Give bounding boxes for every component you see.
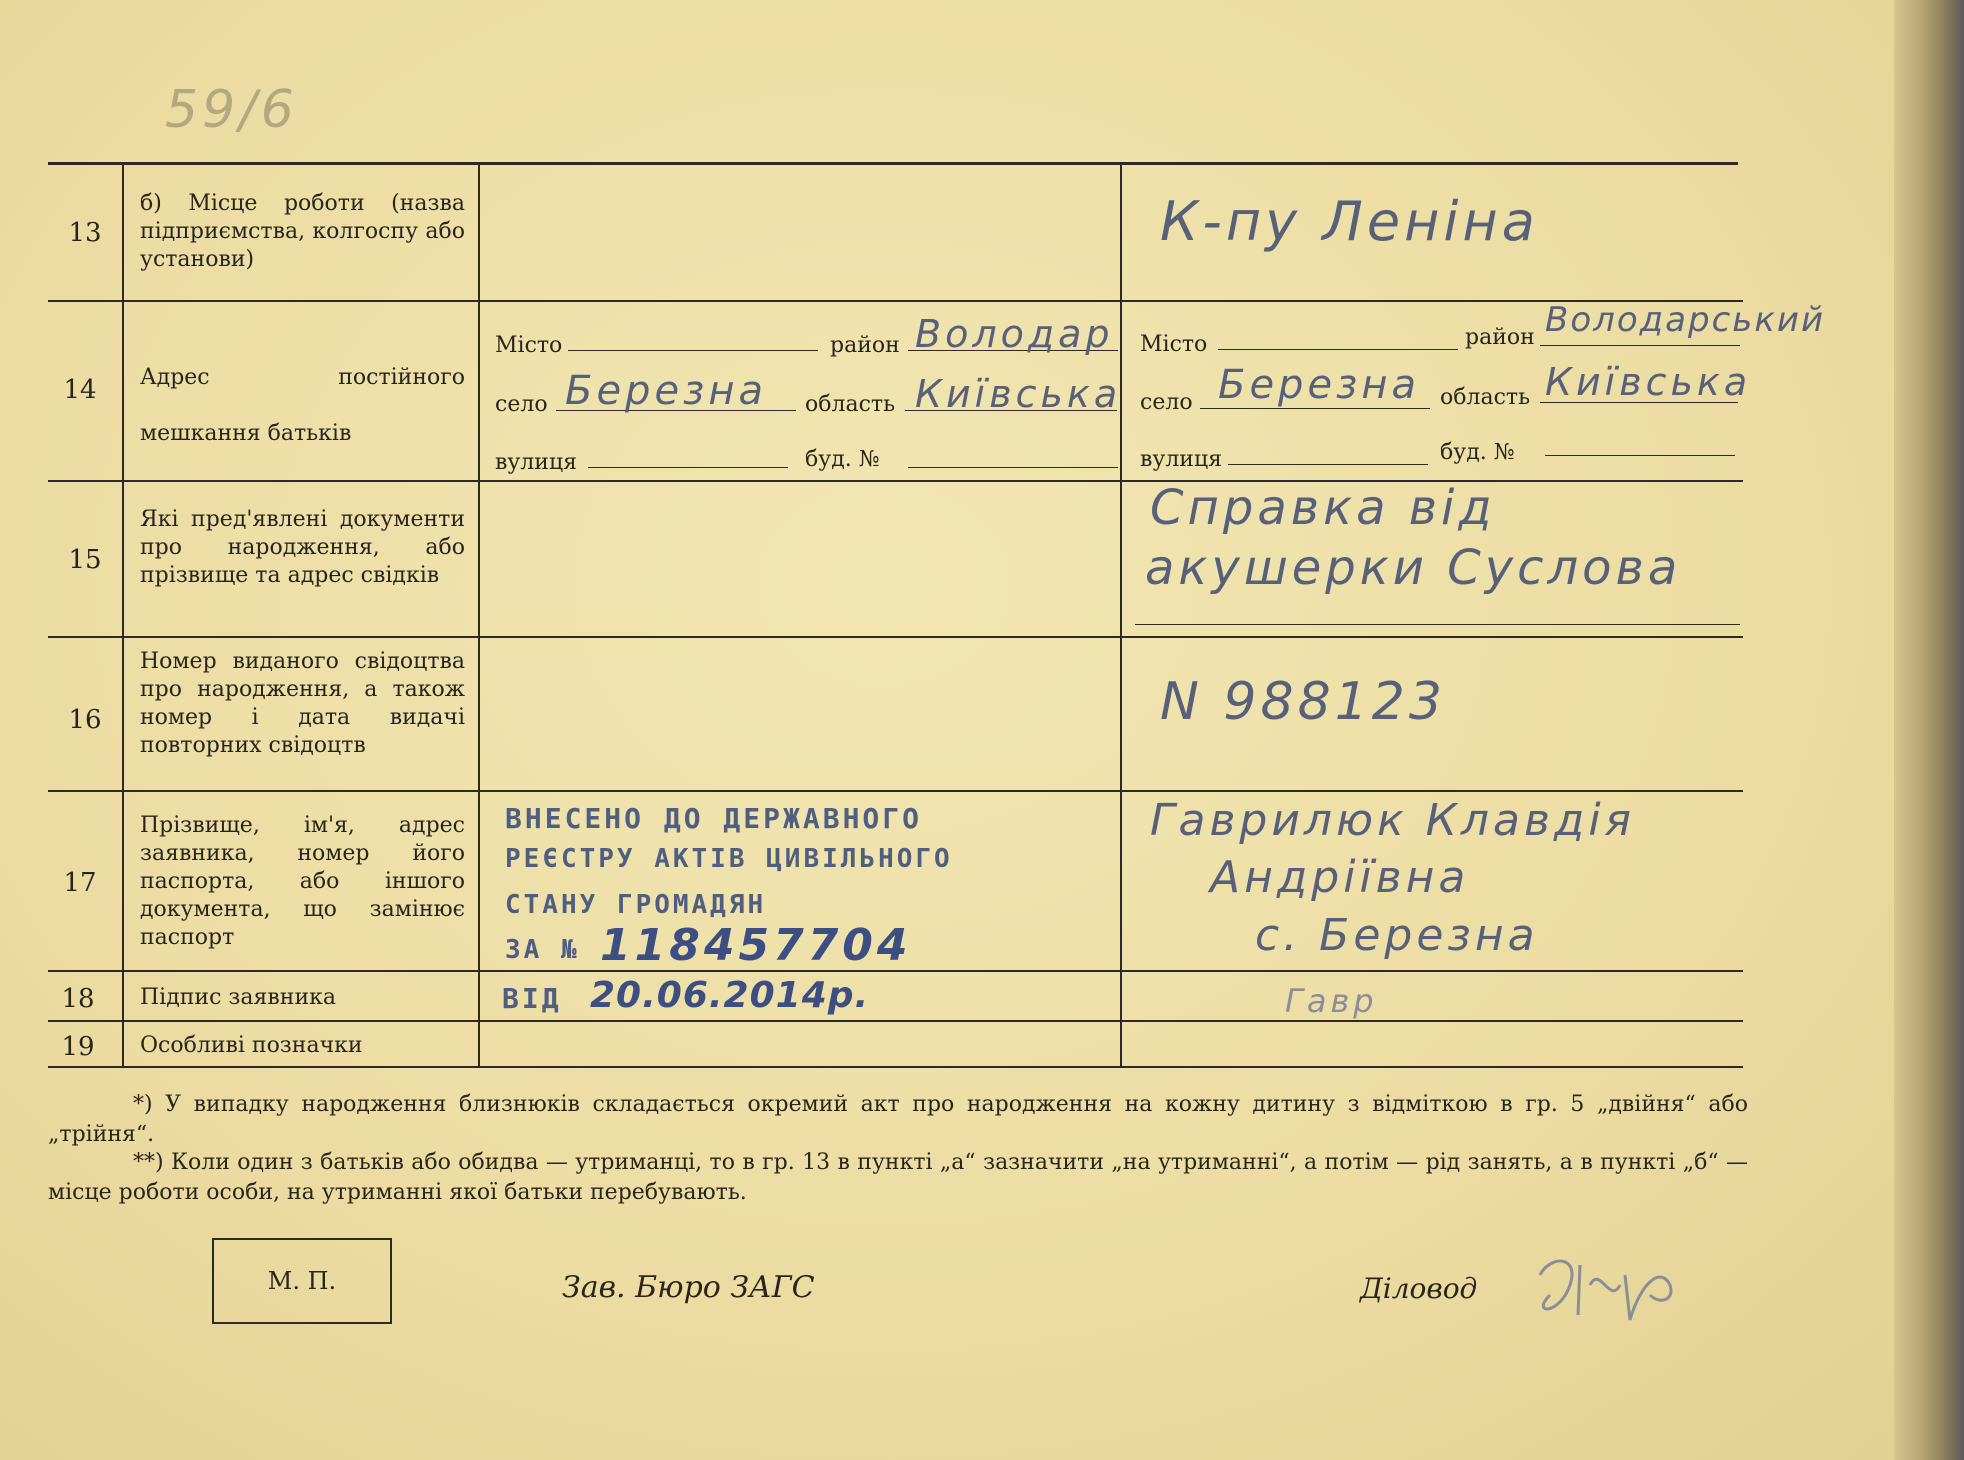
blank-line: [1200, 408, 1430, 409]
row-divider: [48, 790, 1743, 792]
column-divider: [122, 162, 124, 1066]
registry-stamp: РЕЄСТРУ АКТІВ ЦИВІЛЬНОГО: [505, 844, 953, 874]
book-spine-edge: [1894, 0, 1964, 1460]
handwritten-district: Володар: [915, 312, 1114, 356]
handwritten-documents: акушерки Суслова: [1145, 540, 1682, 596]
address-label-street: вулиця: [1140, 447, 1222, 472]
row-label: б) Місце роботи (назва підприємства, колгоспу або установи): [140, 191, 465, 272]
blank-line: [588, 467, 788, 468]
handwritten-village: Березна: [1218, 362, 1420, 408]
registry-stamp: ВНЕСЕНО ДО ДЕРЖАВНОГО: [505, 802, 923, 835]
row-label: Підпис заявника: [140, 985, 336, 1010]
blank-line: [568, 350, 818, 351]
handwritten-village: Березна: [565, 368, 767, 414]
handwritten-registry-number: 118457704: [600, 920, 912, 971]
row-number: 14: [63, 375, 97, 405]
row-label: Які пред'явлені документи про народження, або прізвище та адрес свідків: [140, 507, 465, 588]
blank-line: [1545, 455, 1735, 456]
handwritten-applicant-name: Гаврилюк Клавдія: [1150, 795, 1636, 846]
row-number: 19: [61, 1032, 95, 1062]
address-label-street: вулиця: [495, 450, 577, 475]
handwritten-documents: Справка від: [1150, 480, 1496, 536]
address-label-district: район: [830, 333, 900, 358]
archive-mark: 59/6: [165, 80, 298, 140]
row-number: 17: [63, 868, 97, 898]
address-label-village: село: [1140, 390, 1193, 415]
blank-line: [1540, 345, 1740, 346]
address-label-district: район: [1465, 325, 1535, 350]
column-divider: [478, 162, 480, 1066]
address-label-village: село: [495, 392, 548, 417]
clerk-signature: [1520, 1245, 1730, 1335]
handwritten-region: Київська: [1545, 360, 1752, 404]
row-label: Номер виданого свідоцтва про народження, а також номер і дата видачі повторних свідоцтв: [140, 649, 465, 758]
address-label-region: область: [1440, 385, 1531, 410]
handwritten-certificate-number: N 988123: [1160, 672, 1446, 732]
blank-line: [1218, 349, 1458, 350]
row-label: Особливі позначки: [140, 1033, 363, 1058]
row-divider: [48, 636, 1743, 638]
head-signature-label: Зав. Бюро ЗАГС: [562, 1270, 815, 1305]
registry-stamp: ЗА №: [505, 935, 580, 965]
handwritten-applicant-patronymic: Андріївна: [1210, 852, 1470, 903]
handwritten-region: Київська: [915, 372, 1122, 416]
handwritten-registry-date: 20.06.2014р.: [590, 975, 870, 1016]
address-label-city: Місто: [1140, 332, 1208, 357]
footnote: *) У випадку народження близнюків складається окремий акт про народження на кожну дитину з відміткою в гр. 5 „двійня“ або „трійня“.: [48, 1092, 1748, 1147]
row-divider: [48, 300, 1743, 302]
blank-line: [1135, 624, 1740, 625]
row-label: Прізвище, ім'я, адрес заявника, номер його паспорта, або іншого документа, що замінює паспорт: [140, 813, 465, 950]
address-label-house: буд. №: [805, 447, 880, 472]
address-label-region: область: [805, 392, 896, 417]
column-divider: [1120, 162, 1122, 1066]
row-number: 15: [68, 545, 102, 575]
row-number: 18: [61, 984, 95, 1014]
row-divider: [48, 1020, 1743, 1022]
applicant-signature: Гавр: [1285, 982, 1378, 1020]
registry-stamp-date-label: ВІД: [502, 982, 562, 1015]
table-bottom-border: [48, 1066, 1743, 1068]
row-number: 16: [68, 705, 102, 735]
clerk-signature-label: Діловод: [1360, 1272, 1478, 1305]
handwritten-workplace: К-пу Леніна: [1160, 190, 1539, 253]
row-number: 13: [68, 218, 102, 248]
address-label-city: Місто: [495, 333, 563, 358]
footnote: **) Коли один з батьків або обидва — утриманці, то в гр. 13 в пункті „а“ зазначити „на утриманні“, а потім — рід занять, а в пункті „б“ — місце роботи особи, на утриманні якої батьки перебувають.: [48, 1150, 1748, 1205]
blank-line: [908, 467, 1118, 468]
row-label: Адрес постійного мешкання батьків: [140, 365, 465, 446]
blank-line: [1228, 464, 1428, 465]
seal-placeholder-box: М. П.: [212, 1238, 392, 1324]
registry-stamp: СТАНУ ГРОМАДЯН: [505, 890, 767, 920]
handwritten-district: Володарський: [1545, 300, 1826, 340]
address-label-house: буд. №: [1440, 440, 1515, 465]
handwritten-applicant-address: с. Березна: [1255, 910, 1539, 961]
table-top-border: [48, 162, 1738, 165]
